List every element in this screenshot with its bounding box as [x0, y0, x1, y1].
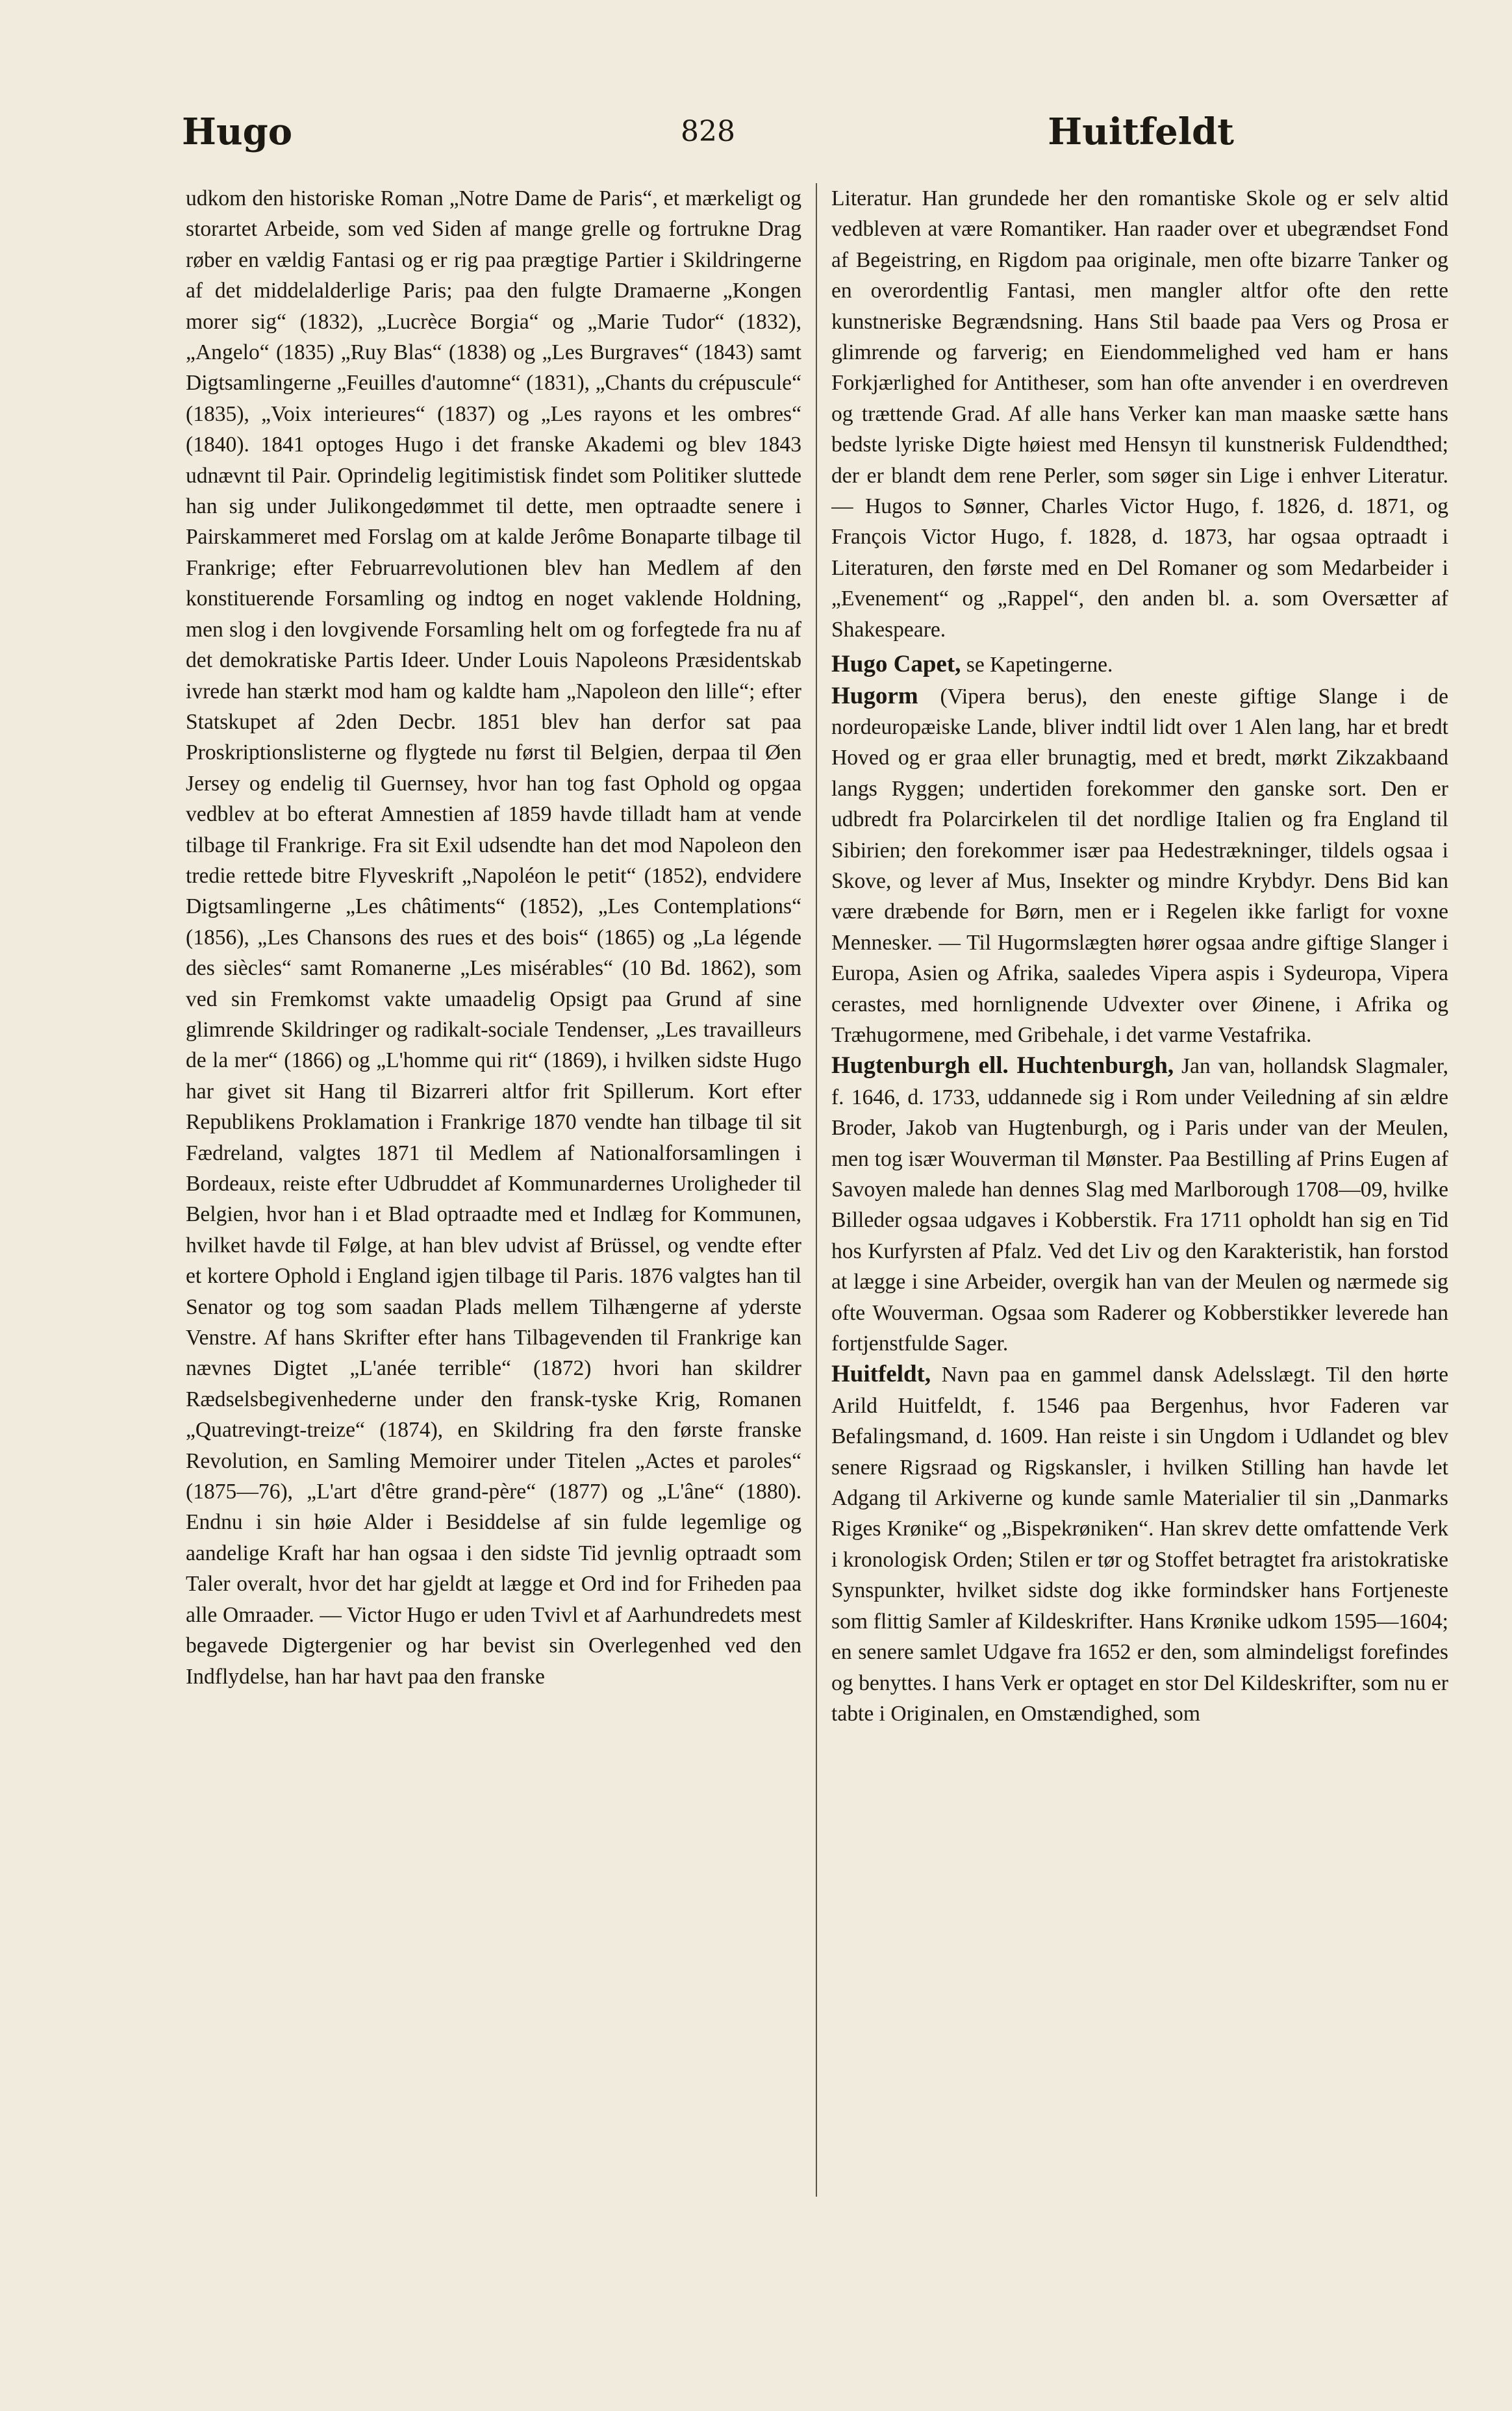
header-right-term: Huitfeldt	[1048, 110, 1234, 153]
header-left-term: Hugo	[182, 110, 293, 153]
right-column	[831, 183, 1448, 2197]
entry-hugo-capet	[831, 649, 1448, 680]
entry-term: Hugtenburgh ell. Huchtenburgh,	[831, 1052, 1174, 1079]
entry-term: Hugorm	[831, 682, 918, 709]
entry-hugorm	[831, 681, 1448, 1051]
page-header	[182, 109, 1234, 168]
entry-term: Hugo Capet,	[831, 651, 961, 678]
column-divider	[816, 183, 817, 2197]
entry-text: Navn paa en gammel dansk Adelsslægt. Til den hørte Arild Huitfeldt, f. 1546 paa Bergenhus, hvor Faderen var Befalingsmand, d. 1609. Han reiste i sin Ungdom i Udlandet og blev senere Rigsraad og Rigskansler, i hvilken Stilling han havde let Adgang til Arkiverne og kunde samle Materialier til sin „Danmarks Riges Krønike“ og „Bispekrøniken“. Han skrev dette omfattende Verk i kronologisk Orden; Stilen er tør og Stoffet betragtet fra aristokratiske Synspunkter, hvilket sidste dog ikke formindsker hans Fortjeneste som flittig Samler af Kildeskrifter. Hans Krønike udkom 1595—1604; en senere samlet Udgave fra 1652 er den, som almindeligst forefindes og benyttes. I hans Verk er optaget en stor Del Kildeskrifter, som nu er tabte i Originalen, en Omstændighed, som	[831, 1363, 1448, 1726]
entry-text: Jan van, hollandsk Slagmaler, f. 1646, d. 1733, uddannede sig i Rom under Veiledning af sin ældre Broder, Jakob van Hugtenburgh, og i Paris under van der Meulen, men tog især Wouverman til Mønster. Paa Bestilling af Prins Eugen af Savoyen malede han dennes Slag med Marlborough 1708—09, hvilke Billeder ogsaa udgaves i Kobberstik. Fra 1711 opholdt han sig en Tid hos Kurfyrsten af Pfalz. Ved det Liv og den Karakteristik, han forstod at lægge i sine Arbeider, overgik han van der Meulen og nærmede sig ofte Wouverman. Ogsaa som Raderer og Kobberstikker leverede han fortjenstfulde Sager.	[831, 1054, 1448, 1356]
hugo-entry-conclusion: Literatur. Han grundede her den romantiske Skole og er selv altid vedbleven at være Romantiker. Han raader over et ubegrændset Fond af Begeistring, en Rigdom paa originale, men ofte bizarre Tanker og en overordentlig Fantasi, men mangler altfor ofte den rette kunstneriske Begrændsning. Hans Stil baade paa Vers og Prosa er glimrende og farverig; en Eiendommelighed ved ham er hans Forkjærlighed for Antitheser, som han ofte anvender i en overdreven og trættende Grad. Af alle hans Verker kan man maaske sætte hans bedste lyriske Digte høiest med Hensyn til kunstnerisk Fuldendthed; der er blandt dem rene Perler, som søger sin Lige i enhver Literatur. — Hugos to Sønner, Charles Victor Hugo, f. 1826, d. 1871, og François Victor Hugo, f. 1828, d. 1873, har ogsaa optraadt i Literaturen, den første med en Del Romaner og som Medarbeider i „Evenement“ og „Rappel“, den anden bl. a. som Oversætter af Shakespeare.	[831, 186, 1448, 642]
entry-text: (Vipera berus), den eneste giftige Slange i de nordeuropæiske Lande, bliver indtil lidt over 1 Alen lang, har et bredt Hoved og er graa eller brunagtig, med et bredt, mørkt Zikzakbaand langs Ryggen; undertiden forekommer den ganske sort. Den er udbredt fra Polarcirkelen til det nordlige Italien og fra England til Sibirien; den forekommer især paa Hedestrækninger, tildels ogsaa i Skove, og lever af Mus, Insekter og mindre Krybdyr. Dens Bid kan være dræbende for Børn, men er i Regelen ikke farligt for voxne Mennesker. — Til Hugormslægten hører ogsaa andre giftige Slanger i Europa, Asien og Afrika, saaledes Vipera aspis i Sydeuropa, Vipera cerastes, med hornlignende Udvexter over Øinene, i Afrika og Træhugormene, med Gribehale, i det varme Vestafrika.	[831, 684, 1448, 1047]
left-column	[186, 183, 801, 2197]
page-number: 828	[681, 115, 735, 148]
entry-huitfeldt	[831, 1359, 1448, 1729]
hugo-entry-continuation: udkom den historiske Roman „Notre Dame de Paris“, et mærkeligt og storartet Arbeide, som ved Siden af mange grelle og fortrukne Drag røber en vældig Fantasi og er rig paa prægtige Partier i Skildringerne af det middelalderlige Paris; paa den fulgte Dramaerne „Kongen morer sig“ (1832), „Lucrèce Borgia“ og „Marie Tudor“ (1832), „Angelo“ (1835) „Ruy Blas“ (1838) og „Les Burgraves“ (1843) samt Digtsamlingerne „Feuilles d'automne“ (1831), „Chants du crépuscule“ (1835), „Voix interieures“ (1837) og „Les rayons et les ombres“ (1840). 1841 optoges Hugo i det franske Akademi og blev 1843 udnævnt til Pair. Oprindelig legitimistisk findet som Politiker sluttede han sig under Julikongedømmet til dette, men optraadte senere i Pairskammeret med Forslag om at kalde Jerôme Bonaparte tilbage til Frankrige; efter Februarrevolutionen blev han Medlem af den konstituerende Forsamling og indtog en noget vaklende Holdning, men slog i den lovgivende Forsamling helt om og forfegtede fra nu af det demokratiske Partis Ideer. Under Louis Napoleons Præsidentskab ivrede han stærkt mod ham og kaldte ham „Napoleon den lille“; efter Statskupet af 2den Decbr. 1851 blev han derfor sat paa Proskriptionslisterne og flygtede nu først til Belgien, derpaa til Øen Jersey og endelig til Guernsey, hvor han tog fast Ophold og opgaa vedblev at bo efterat Amnestien af 1859 havde tilladt ham at vende tilbage til Frankrige. Fra sit Exil udsendte han det mod Napoleon den tredie rettede bitre Flyveskrift „Napoléon le petit“ (1852), endvidere Digtsamlingerne „Les châtiments“ (1852), „Les Contemplations“ (1856), „Les Chansons des rues et des bois“ (1865) og „La légende des siècles“ samt Romanerne „Les misérables“ (10 Bd. 1862), som ved sin Fremkomst vakte umaadelig Opsigt paa Grund af sine glimrende Skildringer og radikalt-sociale Tendenser, „Les travailleurs de la mer“ (1866) og „L'homme qui rit“ (1869), i hvilken sidste Hugo har givet sit Hang til Bizarreri altfor frit Spillerum. Kort efter Republikens Proklamation i Frankrige 1870 vendte han tilbage til sit Fædreland, valgtes 1871 til Medlem af Nationalforsamlingen i Bordeaux, reiste efter Udbruddet af Kommunardernes Uroligheder til Belgien, hvor han i et Blad optraadte med et Indlæg for Kommunen, hvilket havde til Følge, at han blev udvist af Brüssel, og vendte efter et kortere Ophold i England igjen tilbage til Paris. 1876 valgtes han til Senator og tog som saadan Plads mellem Tilhængerne af yderste Venstre. Af hans Skrifter efter hans Tilbagevenden til Frankrige kan nævnes Digtet „L'anée terrible“ (1872) hvori han skildrer Rædselsbegivenhederne under den fransk-tyske Krig, Romanen „Quatrevingt-treize“ (1874), en Skildring fra den første franske Revolution, en Samling Memoirer under Titelen „Actes et paroles“ (1875—76), „L'art d'être grand-père“ (1877) og „L'âne“ (1880). Endnu i sin høie Alder i Besiddelse af sin fulde legemlige og aandelige Kraft har han ogsaa i den sidste Tid jevnlig optraadt som Taler overalt, hvor det har gjeldt at lægge et Ord ind for Friheden paa alle Omraader. — Victor Hugo er uden Tvivl et af Aarhundredets mest begavede Digtergenier og har bevist sin Overlegenhed ved den Indflydelse, han har havt paa den franske	[186, 186, 801, 1689]
entry-text: se Kapetingerne.	[966, 653, 1113, 677]
entry-hugtenburgh	[831, 1050, 1448, 1359]
entry-term: Huitfeldt,	[831, 1361, 931, 1388]
